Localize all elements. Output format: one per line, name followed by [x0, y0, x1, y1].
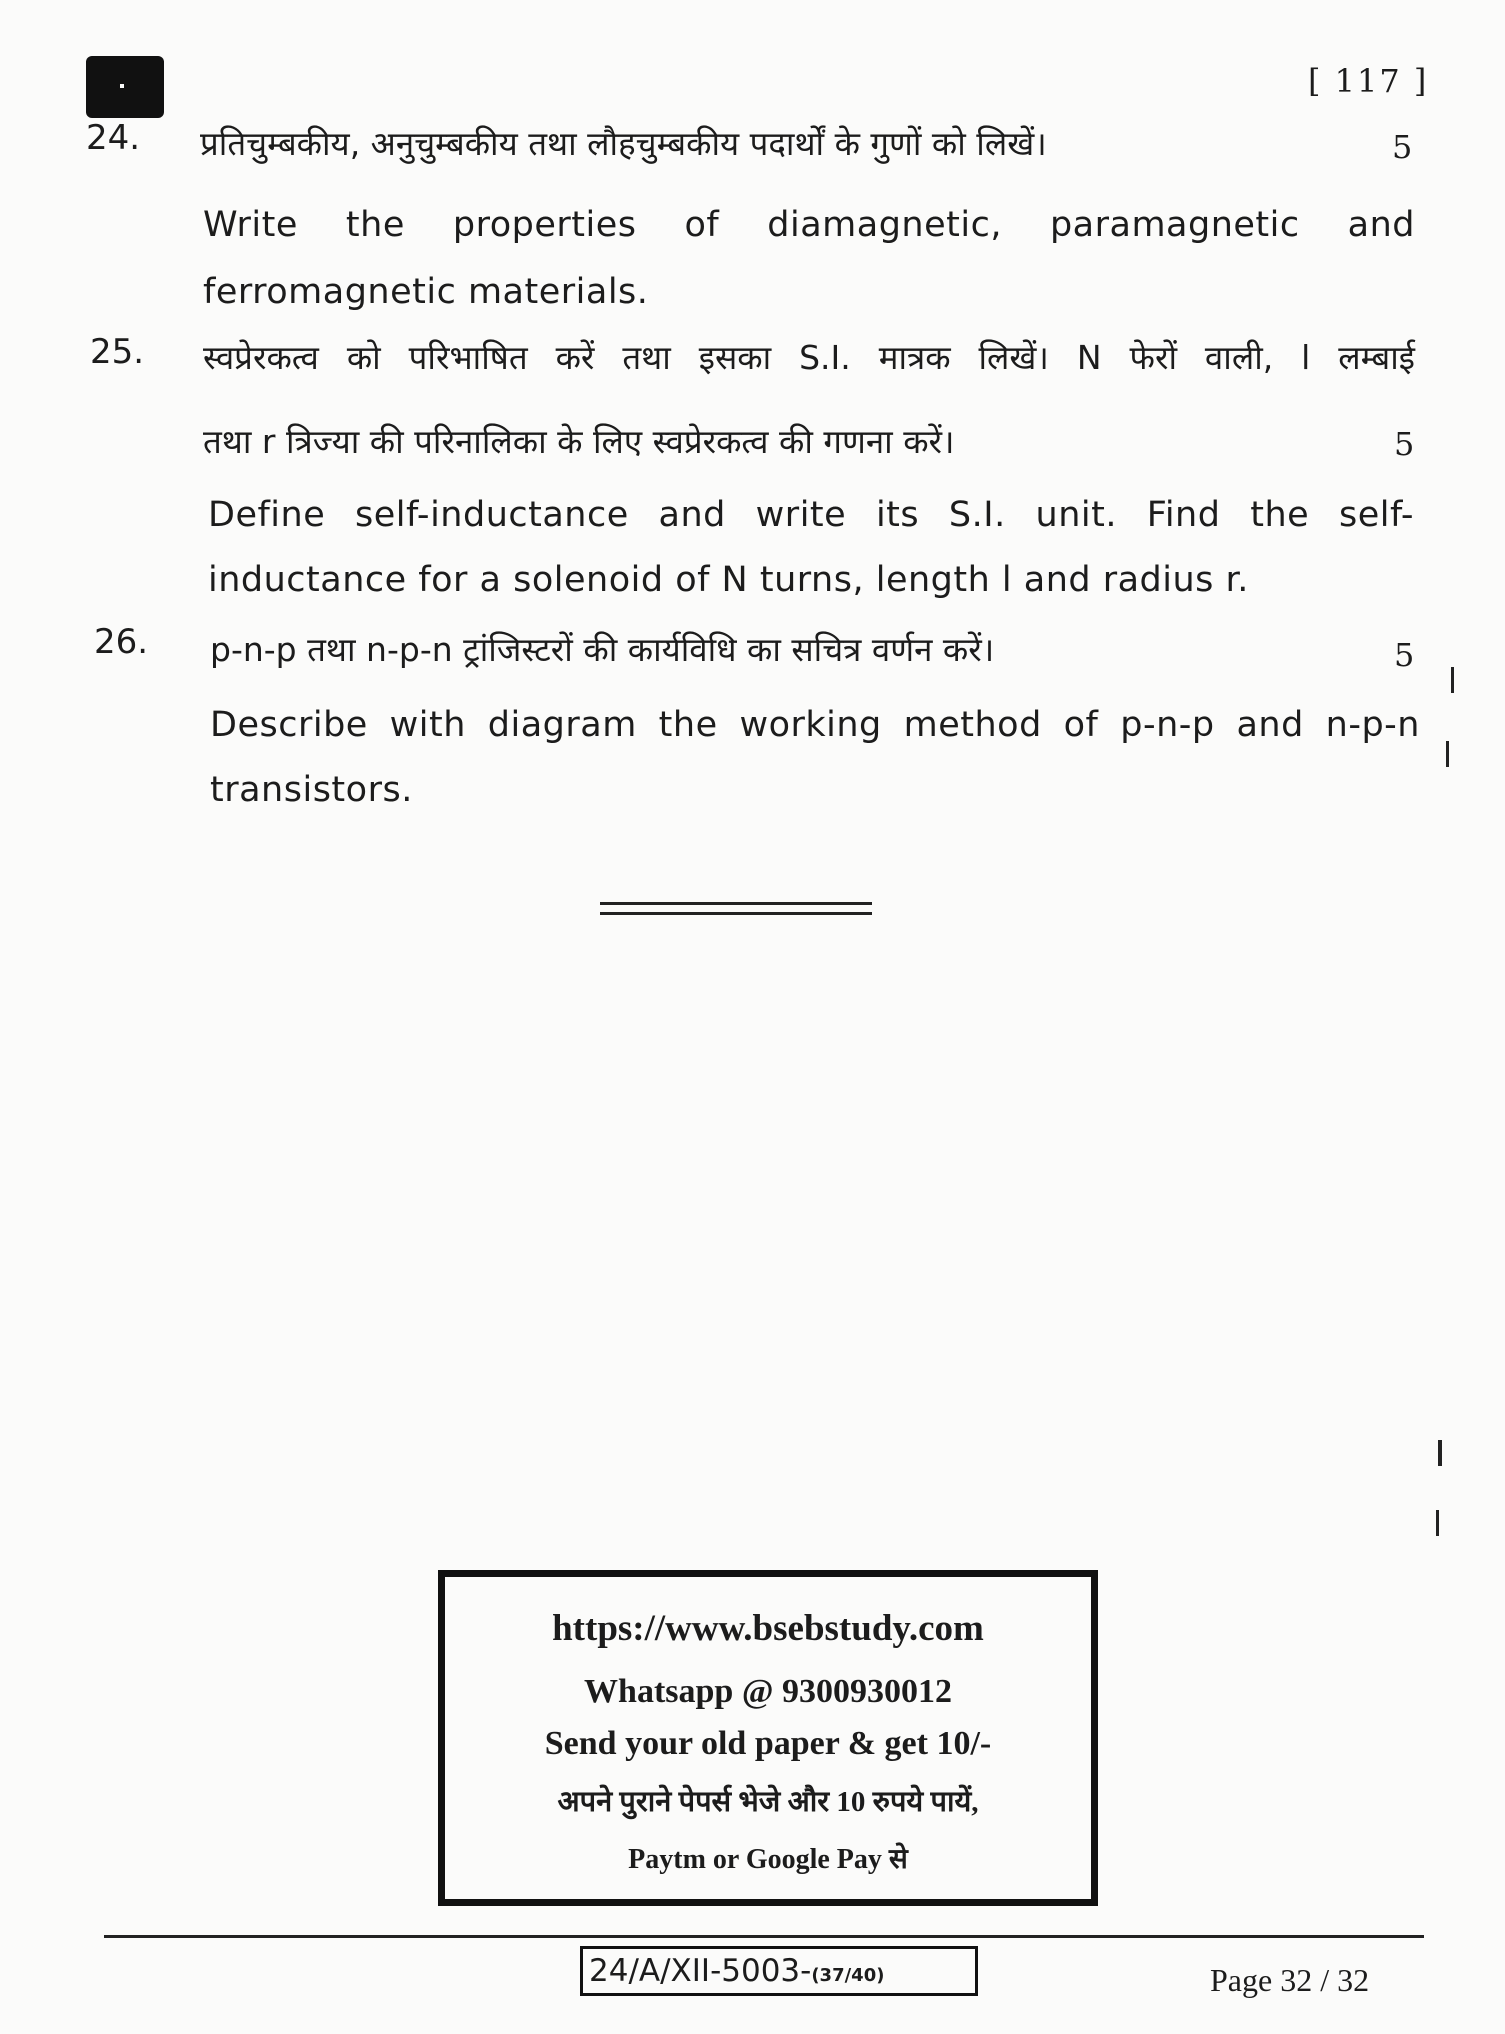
scan-mark [1438, 1440, 1442, 1466]
paper-code-suffix: (37/40) [811, 1965, 885, 1986]
question-25-marks: 5 [1394, 425, 1415, 463]
paper-code-box [580, 1946, 978, 1996]
ad-url: https://www.bsebstudy.com [552, 1608, 984, 1649]
question-26-hindi: p-n-p तथा n-p-n ट्रांजिस्टरों की कार्यविधि का सचित्र वर्णन करें। [210, 630, 995, 669]
question-26-english-line2: transistors. [210, 770, 413, 810]
question-24-hindi: प्रतिचुम्बकीय, अनुचुम्बकीय तथा लौहचुम्बकीय पदार्थों के गुणों को लिखें। [200, 124, 1047, 163]
ad-hindi-offer: अपने पुराने पेपर्स भेजे और 10 रुपये पायें, [557, 1786, 979, 1818]
question-24-marks: 5 [1392, 128, 1413, 166]
question-26-marks: 5 [1394, 636, 1415, 674]
advertisement-box [438, 1570, 1098, 1906]
corner-registration-block [86, 56, 164, 118]
question-25-number: 25. [90, 332, 145, 372]
corner-block-dot [120, 84, 124, 88]
scan-mark [1451, 667, 1454, 693]
ad-offer: Send your old paper & get 10/- [544, 1725, 992, 1762]
end-rule-top [600, 902, 872, 905]
page-label: Page 32 / 32 [1210, 1962, 1370, 1998]
question-26-number: 26. [94, 622, 149, 662]
question-24-english-line1: Write the properties of diamagnetic, paramagnetic and [203, 205, 1415, 245]
footer-rule [104, 1935, 1424, 1938]
end-rule-bottom [600, 912, 872, 915]
question-24-english-line2: ferromagnetic materials. [203, 272, 649, 312]
question-25-english-line1: Define self-inductance and write its S.I. unit. Find the self- [208, 495, 1414, 535]
page-number: [ 117 ] [1308, 62, 1429, 100]
question-24-number: 24. [86, 118, 141, 158]
question-25-english-line2: inductance for a solenoid of N turns, length l and radius r. [208, 560, 1249, 600]
question-26-english-line1: Describe with diagram the working method of p-n-p and n-p-n [210, 705, 1420, 745]
ad-whatsapp: Whatsapp @ 9300930012 [584, 1673, 952, 1710]
paper-code: 24/A/XII-5003- [589, 1953, 812, 1989]
scan-mark [1436, 1510, 1439, 1536]
question-25-hindi-line2: तथा r त्रिज्या की परिनालिका के लिए स्वप्रेरकत्व की गणना करें। [203, 422, 955, 461]
scan-mark [1446, 741, 1449, 767]
question-25-hindi-line1: स्वप्रेरकत्व को परिभाषित करें तथा इसका S.I. मात्रक लिखें। N फेरों वाली, l लम्बाई [203, 338, 1415, 377]
ad-payment: Paytm or Google Pay से [628, 1844, 908, 1875]
